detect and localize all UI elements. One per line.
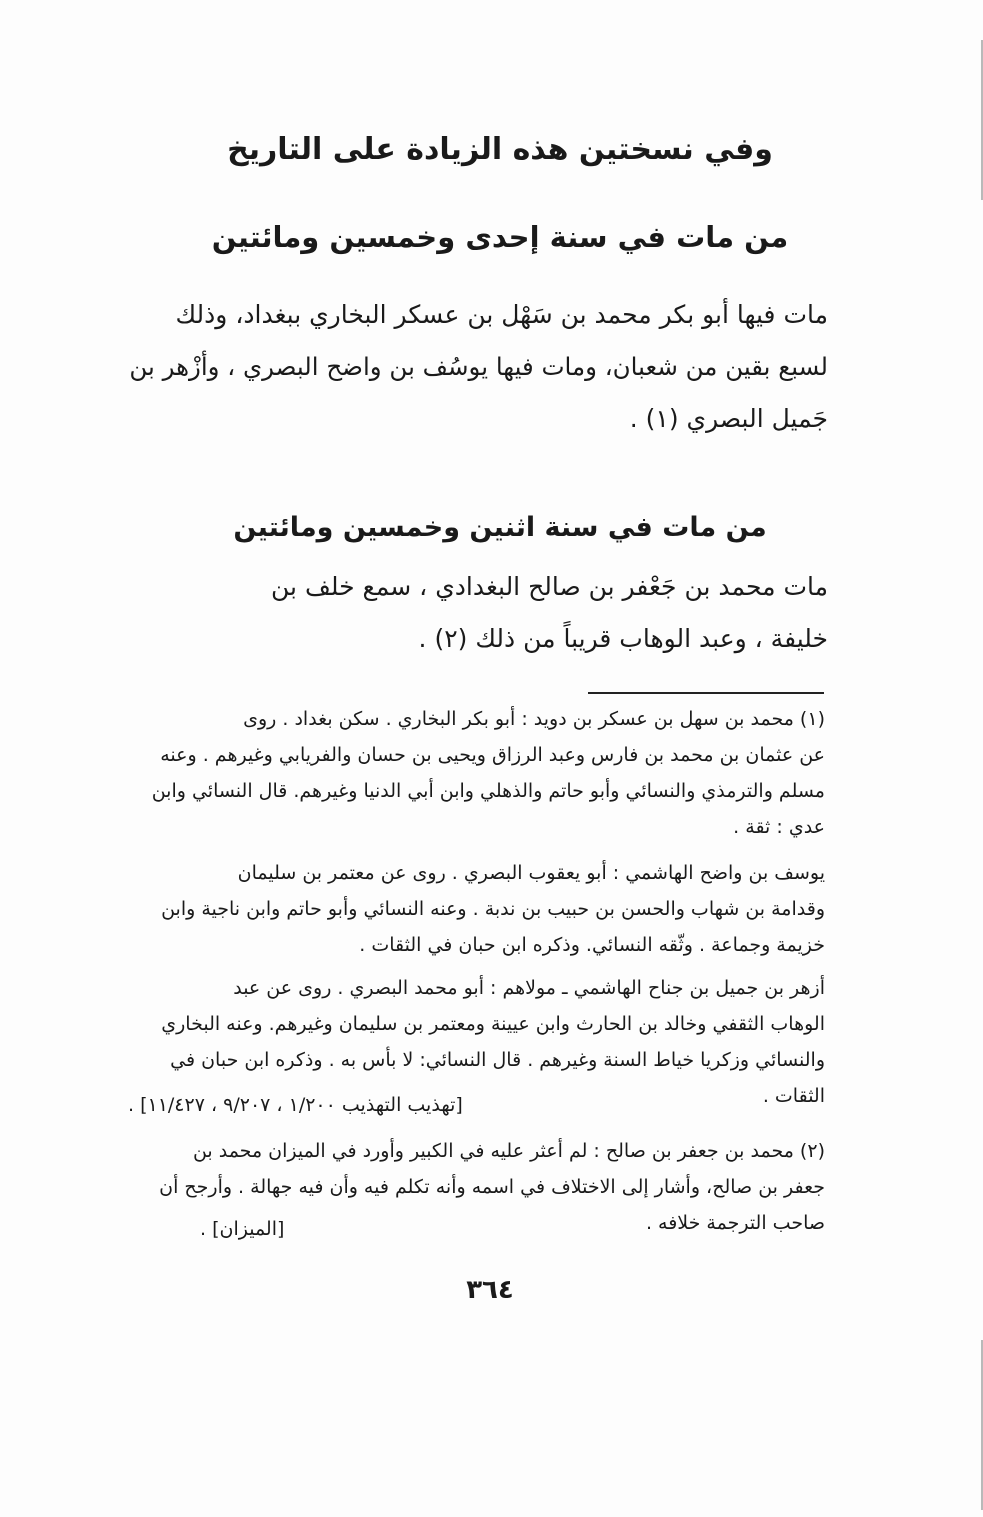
body-paragraph-1 [125,300,828,465]
footnote-line: الثقات . [762,1085,825,1107]
footnote-reference-tahdhib: [تهذيب التهذيب ١/٢٠٠ ، ٩/٢٠٧ ، ١١/٤٢٧] . [128,1094,463,1116]
footnote-line: (٢) محمد بن جعفر بن صالح : لم أعثر عليه في الكبير وأورد في الميزان محمد بن [192,1140,825,1162]
section-heading-251: من مات في سنة إحدى وخمسين ومائتين [211,220,789,254]
body-line: مات محمد بن جَعْفر بن صالح البغدادي ، سمع خلف بن [271,572,828,601]
footnote-line: الوهاب الثقفي وخالد بن الحارث وابن عيينة ومعتمر بن سليمان وغيرهم. وعنه البخاري [161,1013,825,1035]
footnote-line: جعفر بن صالح، وأشار إلى الاختلاف في اسمه وأنه تكلم فيه وأن فيه جهالة . وأرجح أن [159,1176,825,1198]
footnote-line: خزيمة وجماعة . وثّقه النسائي. وذكره ابن حبان في الثقات . [359,934,825,956]
footnote-line: والنسائي وزكريا خياط السنة وغيرهم . قال النسائي: لا بأس به . وذكره ابن حبان في [170,1049,825,1071]
body-line: خليفة ، وعبد الوهاب قريباً من ذلك (٢) . [418,624,828,653]
footnote-1-yusuf [120,862,825,977]
footnote-reference-mizan: [الميزان] . [200,1218,285,1240]
section-heading-252: من مات في سنة اثنين وخمسين ومائتين [233,512,767,543]
footnote-line: أزهر بن جميل بن جناح الهاشمي ـ مولاهم : أبو محمد البصري . روى عن عبد [233,977,825,999]
footnote-line: عدي : ثقة . [733,816,825,838]
footnote-2 [120,1140,825,1260]
footnote-line: عن عثمان بن محمد بن فارس وعبد الرزاق ويحيى بن حسان والفريابي وغيرهم . وعنه [160,744,825,766]
footnote-line: وقدامة بن شهاب والحسن بن حبيب بن ندبة . وعنه النسائي وأبو حاتم وابن ناجية وابن [161,898,825,920]
page-title: وفي نسختين هذه الزيادة على التاريخ [227,132,773,167]
body-line: لسبع بقين من شعبان، ومات فيها يوسُف بن واضح البصري ، وأزْهر بن [129,352,828,381]
footnote-divider [588,692,824,694]
footnote-line: صاحب الترجمة خلافه . [645,1212,825,1234]
footnote-line: (١) محمد بن سهل بن عسكر بن دويد : أبو بكر البخاري . سكن بغداد . روى [243,708,825,730]
footnote-1 [120,708,825,858]
body-line: جَميل البصري (١) . [629,404,828,433]
body-paragraph-2 [125,572,828,672]
footnote-line: مسلم والترمذي والنسائي وأبو حاتم والذهلي وابن أبي الدنيا وغيرهم. قال النسائي وابن [151,780,825,802]
page-number: ٣٦٤ [466,1275,514,1305]
body-line: مات فيها أبو بكر محمد بن سَهْل بن عسكر البخاري ببغداد، وذلك [175,300,828,329]
footnote-line: يوسف بن واضح الهاشمي : أبو يعقوب البصري . روى عن معتمر بن سليمان [237,862,825,884]
